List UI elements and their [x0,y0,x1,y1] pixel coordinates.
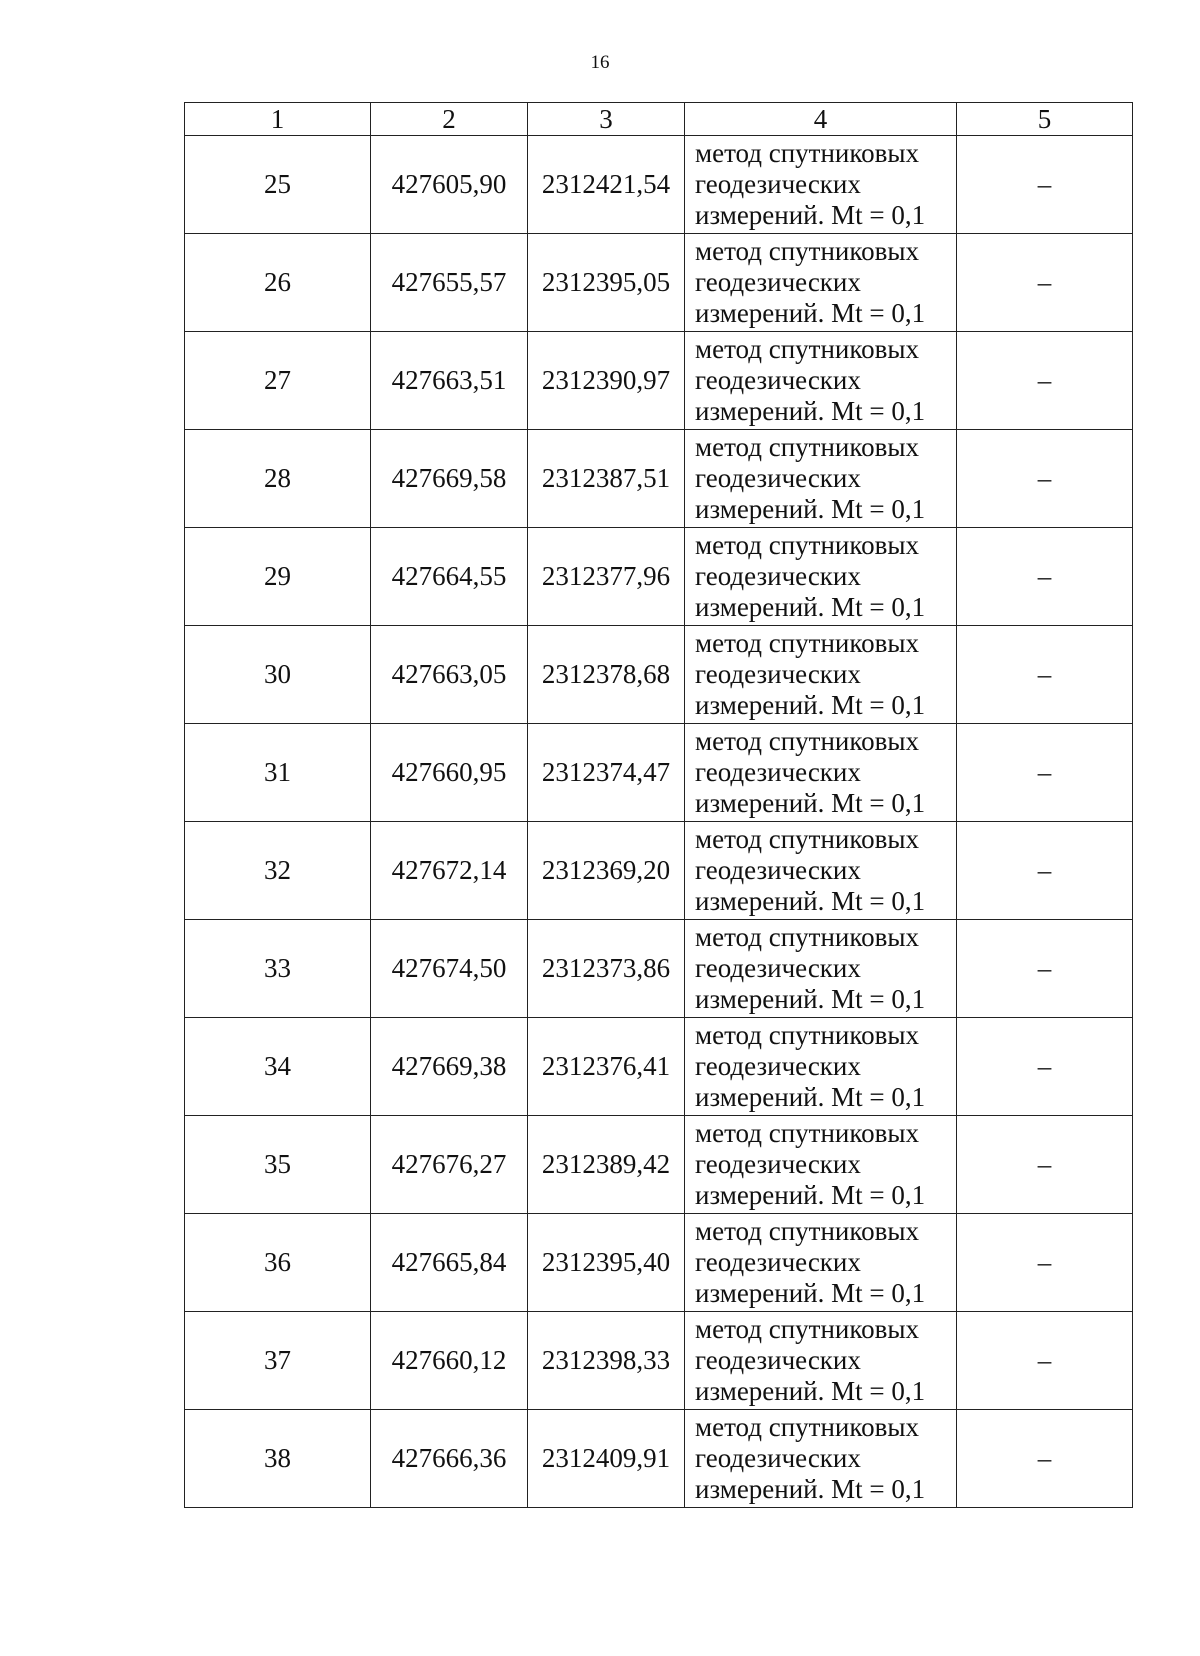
x-coordinate-cell: 427674,50 [371,920,528,1018]
y-coordinate-cell: 2312378,68 [528,626,685,724]
method-line: измерений. Mt = 0,1 [695,1278,926,1308]
note-cell: – [957,136,1133,234]
x-coordinate-cell: 427663,05 [371,626,528,724]
table-body [185,136,1133,1508]
method-line: измерений. Mt = 0,1 [695,494,926,524]
y-coordinate-cell: 2312398,33 [528,1312,685,1410]
method-line: измерений. Mt = 0,1 [695,200,926,230]
table-row [185,822,1133,920]
method-line: измерений. Mt = 0,1 [695,1180,926,1210]
x-coordinate-cell: 427672,14 [371,822,528,920]
point-number-cell: 29 [185,528,371,626]
x-coordinate-cell: 427669,38 [371,1018,528,1116]
note-cell: – [957,1410,1133,1508]
x-coordinate-cell: 427660,95 [371,724,528,822]
x-coordinate-cell: 427676,27 [371,1116,528,1214]
header-col-1: 1 [185,103,371,136]
y-coordinate-cell: 2312376,41 [528,1018,685,1116]
method-line: измерений. Mt = 0,1 [695,886,926,916]
method-line: геодезических [695,463,861,493]
table-header [185,103,1133,136]
method-line: метод спутниковых [695,1314,919,1344]
method-cell [685,626,957,724]
x-coordinate-cell: 427663,51 [371,332,528,430]
method-line: геодезических [695,1247,861,1277]
x-coordinate-cell: 427660,12 [371,1312,528,1410]
method-line: геодезических [695,1051,861,1081]
method-line: измерений. Mt = 0,1 [695,1376,926,1406]
x-coordinate-cell: 427655,57 [371,234,528,332]
method-line: метод спутниковых [695,530,919,560]
x-coordinate-cell: 427664,55 [371,528,528,626]
x-coordinate-cell: 427669,58 [371,430,528,528]
table-row [185,234,1133,332]
method-cell [685,1116,957,1214]
method-line: метод спутниковых [695,432,919,462]
x-coordinate-cell: 427665,84 [371,1214,528,1312]
note-cell: – [957,724,1133,822]
point-number-cell: 37 [185,1312,371,1410]
y-coordinate-cell: 2312389,42 [528,1116,685,1214]
y-coordinate-cell: 2312395,05 [528,234,685,332]
y-coordinate-cell: 2312374,47 [528,724,685,822]
note-cell: – [957,1214,1133,1312]
method-cell [685,724,957,822]
table-row [185,1018,1133,1116]
page-number: 16 [590,52,610,73]
method-cell [685,1410,957,1508]
method-line: измерений. Mt = 0,1 [695,1082,926,1112]
y-coordinate-cell: 2312377,96 [528,528,685,626]
header-col-5: 5 [957,103,1133,136]
method-line: геодезических [695,757,861,787]
method-line: метод спутниковых [695,824,919,854]
x-coordinate-cell: 427605,90 [371,136,528,234]
method-line: метод спутниковых [695,334,919,364]
method-cell [685,920,957,1018]
method-cell [685,136,957,234]
method-cell [685,1018,957,1116]
point-number-cell: 35 [185,1116,371,1214]
header-col-3: 3 [528,103,685,136]
method-line: геодезических [695,855,861,885]
point-number-cell: 28 [185,430,371,528]
method-line: метод спутниковых [695,922,919,952]
table-row [185,724,1133,822]
point-number-cell: 34 [185,1018,371,1116]
method-line: геодезических [695,953,861,983]
note-cell: – [957,822,1133,920]
point-number-cell: 25 [185,136,371,234]
y-coordinate-cell: 2312369,20 [528,822,685,920]
note-cell: – [957,332,1133,430]
note-cell: – [957,430,1133,528]
coordinates-table [184,102,1133,1508]
table-row [185,430,1133,528]
method-line: метод спутниковых [695,628,919,658]
method-line: метод спутниковых [695,1216,919,1246]
table-row [185,1116,1133,1214]
x-coordinate-cell: 427666,36 [371,1410,528,1508]
header-col-4: 4 [685,103,957,136]
method-line: геодезических [695,267,861,297]
method-line: метод спутниковых [695,1020,919,1050]
method-line: измерений. Mt = 0,1 [695,298,926,328]
note-cell: – [957,1018,1133,1116]
table-row [185,920,1133,1018]
table-row [185,332,1133,430]
method-line: геодезических [695,1149,861,1179]
method-line: измерений. Mt = 0,1 [695,1474,926,1504]
y-coordinate-cell: 2312409,91 [528,1410,685,1508]
table-row [185,1312,1133,1410]
header-col-2: 2 [371,103,528,136]
table-row [185,626,1133,724]
method-line: метод спутниковых [695,138,919,168]
y-coordinate-cell: 2312373,86 [528,920,685,1018]
table-row [185,528,1133,626]
method-cell [685,430,957,528]
method-line: метод спутниковых [695,726,919,756]
method-line: измерений. Mt = 0,1 [695,984,926,1014]
method-line: метод спутниковых [695,1118,919,1148]
table-row [185,1410,1133,1508]
method-line: измерений. Mt = 0,1 [695,396,926,426]
point-number-cell: 36 [185,1214,371,1312]
method-line: измерений. Mt = 0,1 [695,592,926,622]
table-row [185,1214,1133,1312]
note-cell: – [957,234,1133,332]
method-line: геодезических [695,169,861,199]
point-number-cell: 31 [185,724,371,822]
y-coordinate-cell: 2312387,51 [528,430,685,528]
point-number-cell: 26 [185,234,371,332]
method-cell [685,1312,957,1410]
note-cell: – [957,920,1133,1018]
header-row [185,103,1133,136]
table-row [185,136,1133,234]
method-cell [685,332,957,430]
method-cell [685,1214,957,1312]
note-cell: – [957,626,1133,724]
point-number-cell: 30 [185,626,371,724]
note-cell: – [957,1116,1133,1214]
point-number-cell: 38 [185,1410,371,1508]
method-cell [685,234,957,332]
y-coordinate-cell: 2312421,54 [528,136,685,234]
method-line: метод спутниковых [695,236,919,266]
method-line: геодезических [695,1345,861,1375]
y-coordinate-cell: 2312395,40 [528,1214,685,1312]
method-line: геодезических [695,659,861,689]
method-line: метод спутниковых [695,1412,919,1442]
method-line: геодезических [695,1443,861,1473]
point-number-cell: 33 [185,920,371,1018]
note-cell: – [957,528,1133,626]
point-number-cell: 27 [185,332,371,430]
method-line: измерений. Mt = 0,1 [695,690,926,720]
note-cell: – [957,1312,1133,1410]
method-cell [685,822,957,920]
point-number-cell: 32 [185,822,371,920]
y-coordinate-cell: 2312390,97 [528,332,685,430]
method-line: геодезических [695,365,861,395]
method-cell [685,528,957,626]
method-line: измерений. Mt = 0,1 [695,788,926,818]
method-line: геодезических [695,561,861,591]
